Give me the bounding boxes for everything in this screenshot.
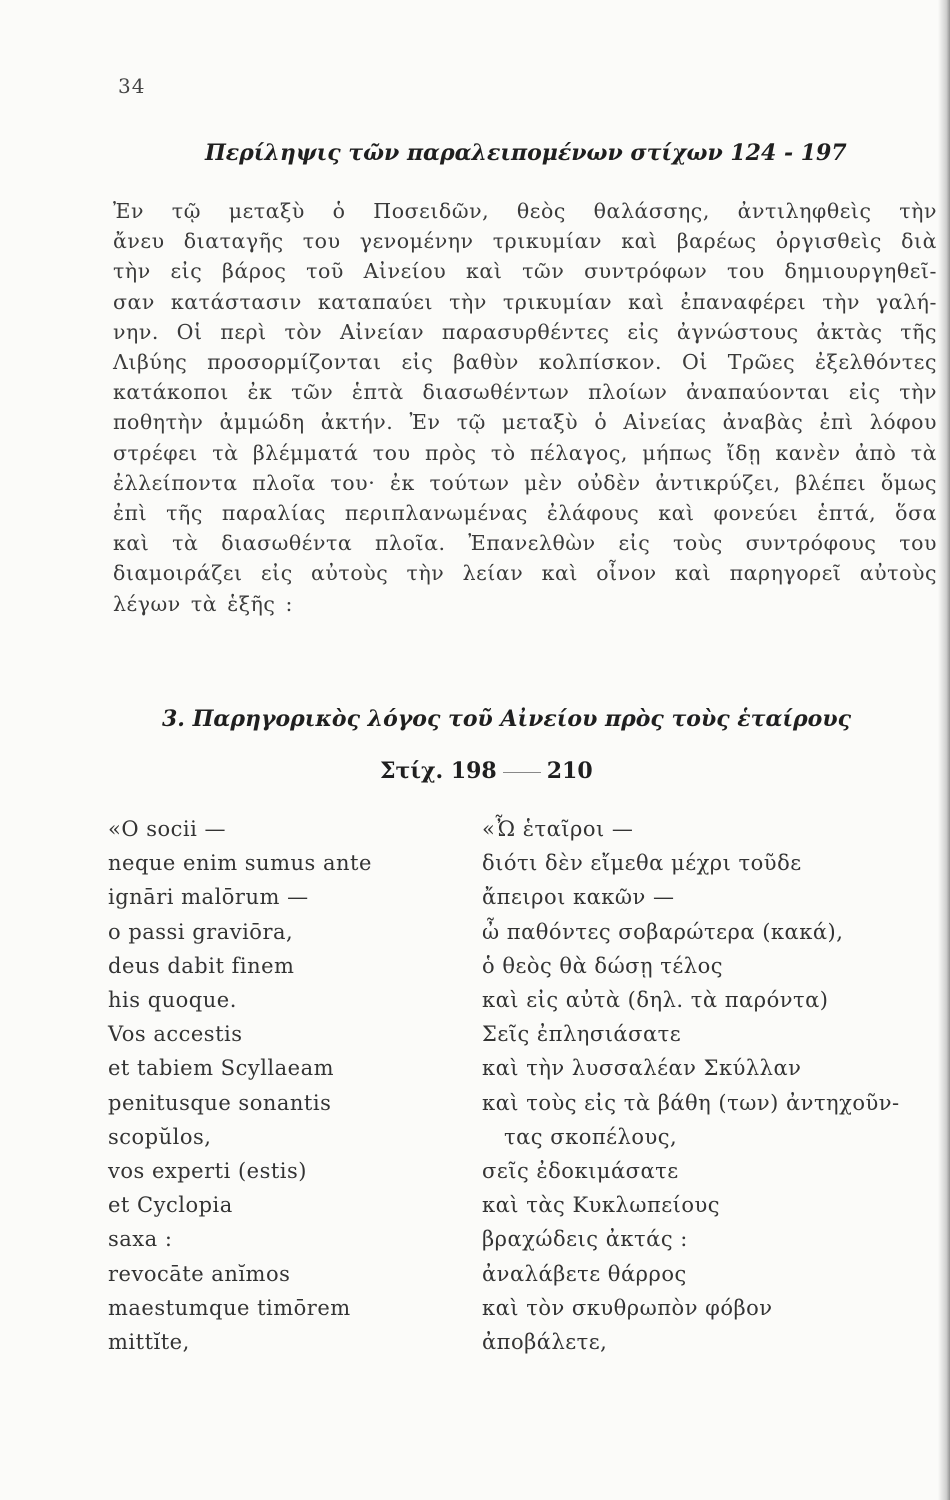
summary-line: νην. Οἱ περὶ τὸν Αἰνείαν παρασυρθέντες εἰς ἀγνώστους ἀκτὰς τῆς <box>113 319 937 344</box>
greek-line: ἀποβάλετε, <box>482 1330 608 1355</box>
summary-line: στρέφει τὰ βλέμματά του πρὸς τὸ πέλαγος, μήπως ἴδῃ κανὲν ἀπὸ τὰ <box>113 440 937 465</box>
latin-line: deus dabit finem <box>108 953 295 978</box>
greek-line: «Ὦ ἑταῖροι — <box>482 817 634 841</box>
chapter-heading: 3. Παρηγορικὸς λόγος τοῦ Αἰνείου πρὸς τοὺς ἑταίρους <box>162 706 851 732</box>
greek-line: ἄπειροι κακῶν — <box>482 885 675 910</box>
range-dash <box>503 772 541 773</box>
latin-line: vos experti (estis) <box>108 1159 307 1184</box>
summary-line: διαμοιράζει εἰς αὐτοὺς τὴν λείαν καὶ οἶνον καὶ παρηγορεῖ αὐτοὺς <box>113 561 937 586</box>
greek-line: καὶ τὰς Κυκλωπείους <box>482 1193 721 1218</box>
page-edge-shadow <box>938 0 950 1500</box>
summary-line: ἄνευ διαταγῆς του γενομένην τρικυμίαν καὶ βαρέως ὀργισθεὶς διὰ <box>113 229 937 254</box>
summary-line: ποθητὴν ἀμμώδη ἀκτήν. Ἐν τῷ μεταξὺ ὁ Αἰνείας ἀναβὰς ἐπὶ λόφου <box>113 410 937 435</box>
latin-line: Vos accestis <box>108 1022 243 1047</box>
greek-line: βραχώδεις ἀκτάς : <box>482 1227 688 1252</box>
section-title: Περίληψις τῶν παραλειπομένων στίχων 124 - 197 <box>205 140 847 166</box>
latin-line: maestumque timōrem <box>108 1295 351 1320</box>
greek-line: ἀναλάβετε θάρρος <box>482 1261 687 1286</box>
verse-label: Στίχ. <box>380 758 444 784</box>
latin-line: et tabiem Scyllaeam <box>108 1056 335 1081</box>
summary-line: τὴν εἰς βάρος τοῦ Αἰνείου καὶ τῶν συντρόφων του δημιουργηθεῖ- <box>113 259 937 284</box>
latin-line: penitusque sonantis <box>108 1090 332 1115</box>
summary-line: σαν κατάστασιν καταπαύει τὴν τρικυμίαν καὶ ἐπαναφέρει τὴν γαλή- <box>113 289 937 314</box>
verse-start: 198 <box>450 758 497 784</box>
latin-line: «O socii — <box>108 817 227 841</box>
latin-line: his quoque. <box>108 988 237 1013</box>
summary-line: λέγων τὰ ἑξῆς : <box>113 591 293 616</box>
greek-line: διότι δὲν εἴμεθα μέχρι τοῦδε <box>482 851 802 876</box>
greek-column <box>482 812 932 1359</box>
summary-line: ἐλλείποντα πλοῖα του· ἐκ τούτων μὲν οὐδὲν ἀντικρύζει, βλέπει ὅμως <box>113 470 937 495</box>
latin-line: revocāte anĭmos <box>108 1261 291 1286</box>
verse-end: 210 <box>546 758 593 784</box>
latin-line: et Cyclopia <box>108 1193 233 1218</box>
greek-line: ὦ παθόντες σοβαρώτερα (κακά), <box>482 919 844 944</box>
summary-line: Ἐν τῷ μεταξὺ ὁ Ποσειδῶν, θεὸς θαλάσσης, ἀντιληφθεὶς τὴν <box>113 199 937 223</box>
summary-line: ἐπὶ τῆς παραλίας περιπλανωμένας ἐλάφους καὶ φονεύει ἑπτά, ὅσα <box>113 501 937 526</box>
latin-line: ignāri malōrum — <box>108 885 309 910</box>
verse-range-heading <box>380 758 593 784</box>
latin-line: scopŭlos, <box>108 1124 212 1149</box>
summary-line: Λιβύης προσορμίζονται εἰς βαθὺν κολπίσκον. Οἱ Τρῶες ἐξελθόντες <box>113 350 937 375</box>
latin-line: o passi graviōra, <box>108 919 294 944</box>
greek-line: καὶ τὸν σκυθρωπὸν φόβον <box>482 1295 773 1320</box>
greek-line: ὁ θεὸς θὰ δώσῃ τέλος <box>482 953 723 978</box>
summary-line: καὶ τὰ διασωθέντα πλοῖα. Ἐπανελθὼν εἰς τοὺς συντρόφους του <box>113 531 937 556</box>
summary-line: κατάκοποι ἐκ τῶν ἑπτὰ διασωθέντων πλοίων ἀναπαύονται εἰς τὴν <box>113 380 937 405</box>
latin-line: mittĭte, <box>108 1330 190 1355</box>
greek-line: καὶ τὴν λυσσαλέαν Σκύλλαν <box>482 1056 802 1081</box>
greek-line: σεῖς ἐδοκιμάσατε <box>482 1159 679 1184</box>
greek-line: καὶ τοὺς εἰς τὰ βάθη (των) ἀντηχοῦν- <box>482 1090 900 1115</box>
summary-paragraph <box>113 196 937 619</box>
greek-line: τας σκοπέλους, <box>504 1124 678 1149</box>
latin-column <box>108 812 428 1359</box>
latin-line: neque enim sumus ante <box>108 851 372 876</box>
greek-line: Σεῖς ἐπλησιάσατε <box>482 1022 682 1047</box>
latin-line: saxa : <box>108 1227 173 1252</box>
greek-line: καὶ εἰς αὐτὰ (δηλ. τὰ παρόντα) <box>482 988 829 1013</box>
page-number: 34 <box>118 74 146 98</box>
